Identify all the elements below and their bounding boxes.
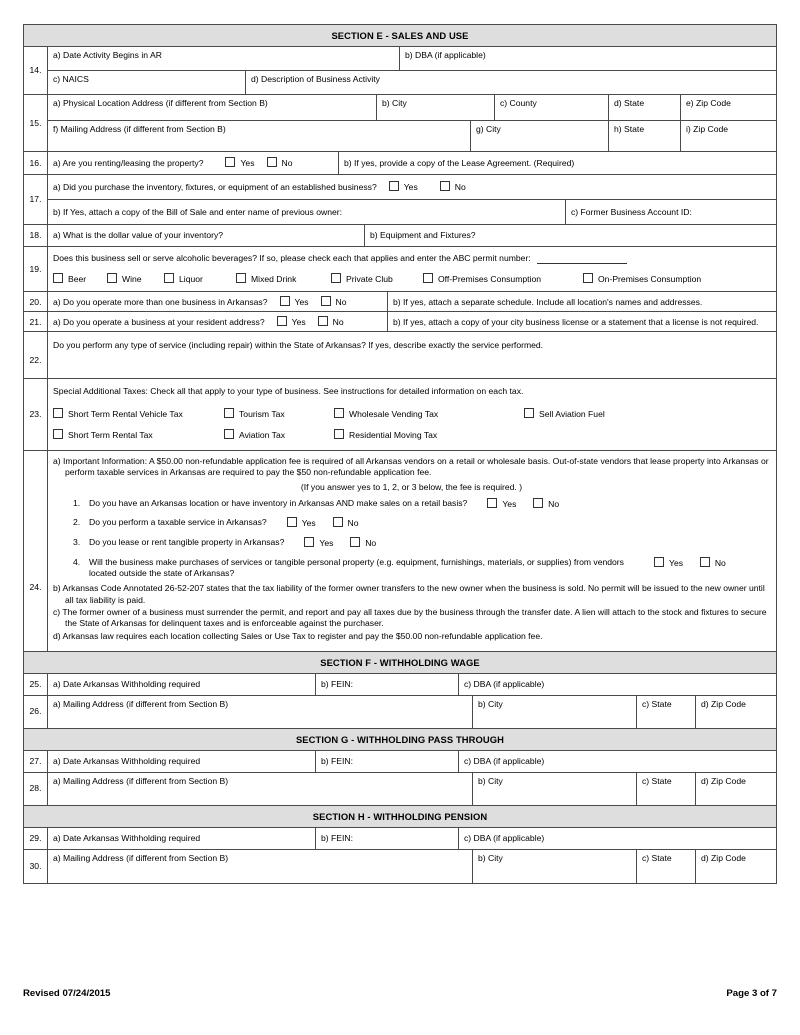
checkbox-square-icon[interactable] bbox=[318, 316, 328, 326]
field-16b-lease-agreement-note: b) If yes, provide a copy of the Lease Agreement. (Required) bbox=[344, 157, 575, 168]
field-15h-state[interactable]: h) State bbox=[609, 121, 681, 151]
field-24-q3-text: Do you lease or rent tangible property in Arkansas? bbox=[89, 537, 285, 548]
section-g-header: SECTION G - WITHHOLDING PASS THROUGH bbox=[24, 729, 776, 751]
field-24-q1-number: 1. bbox=[73, 497, 81, 508]
form-row-29 bbox=[24, 828, 776, 850]
row-number-27: 27. bbox=[24, 751, 48, 772]
checkbox-23-tourism-tax-label: Tourism Tax bbox=[239, 409, 285, 420]
footer-page-number: Page 3 of 7 bbox=[726, 988, 777, 999]
row-number-28: 28. bbox=[24, 773, 48, 805]
checkbox-24-q3-no[interactable] bbox=[350, 537, 376, 549]
row-number-29: 29. bbox=[24, 828, 48, 849]
form-row-14 bbox=[24, 47, 776, 95]
checkbox-square-icon[interactable] bbox=[164, 273, 174, 283]
checkbox-19-private-club[interactable] bbox=[331, 273, 423, 285]
field-17a-label: a) Did you purchase the inventory, fixtures, or equipment of an established business? bbox=[53, 181, 377, 192]
checkbox-square-icon[interactable] bbox=[53, 273, 63, 283]
form-row-26 bbox=[24, 696, 776, 729]
field-24-q4-number: 4. bbox=[73, 556, 81, 567]
checkbox-square-icon[interactable] bbox=[277, 316, 287, 326]
field-24-question-2 bbox=[53, 517, 770, 529]
field-24a-fee-info: a) Important Information: A $50.00 non-refundable application fee is required of all Arkansas vendors on a retail or wholesale basis. Out-of-state vendors that lease property into Arkansas or perform taxable services in Arkansas are required to pay the $50 non-refundable application fee. bbox=[53, 455, 769, 477]
checkbox-square-icon[interactable] bbox=[334, 429, 344, 439]
row-number-22: 22. bbox=[24, 332, 48, 378]
row-number-24: 24. bbox=[24, 451, 48, 651]
field-26a-mailing-address[interactable]: a) Mailing Address (if different from Section B) bbox=[48, 696, 473, 728]
field-20a-label: a) Do you operate more than one business in Arkansas? bbox=[53, 296, 268, 307]
field-24-q4-text: Will the business make purchases of services or tangible personal property (e.g. equipment, furnishings, materials, or supplies) from vendors located outside the state of Arkansas? bbox=[89, 556, 624, 578]
checkbox-19-on-premises-label: On-Premises Consumption bbox=[598, 273, 702, 284]
field-18a-inventory-value[interactable]: a) What is the dollar value of your inventory? bbox=[48, 225, 365, 246]
checkbox-24-q1-no[interactable] bbox=[533, 498, 559, 510]
field-15i-zip-code[interactable]: i) Zip Code bbox=[686, 124, 729, 134]
checkbox-19-private-club-label: Private Club bbox=[346, 273, 393, 284]
row-number-30: 30. bbox=[24, 850, 48, 883]
row-number-20: 20. bbox=[24, 292, 48, 311]
field-14b-dba[interactable]: b) DBA (if applicable) bbox=[405, 50, 486, 60]
checkbox-19-beer[interactable] bbox=[53, 273, 107, 285]
checkbox-20a-no-label: No bbox=[335, 297, 347, 308]
checkbox-19-off-premises[interactable] bbox=[423, 273, 583, 285]
form-row-15 bbox=[24, 95, 776, 152]
field-26d-zip-code[interactable]: d) Zip Code bbox=[701, 698, 746, 709]
checkbox-21a-yes[interactable] bbox=[277, 316, 306, 328]
checkbox-square-icon[interactable] bbox=[53, 429, 63, 439]
checkbox-24-q4-no[interactable] bbox=[700, 557, 726, 569]
row-number-19: 19. bbox=[24, 247, 48, 291]
field-29a-date-withholding-required[interactable]: a) Date Arkansas Withholding required bbox=[48, 828, 316, 849]
field-23-options-row-1 bbox=[53, 408, 771, 420]
checkbox-20a-yes[interactable] bbox=[280, 296, 309, 308]
field-23-prompt: Special Additional Taxes: Check all that apply to your type of business. See instructions for detailed information on each tax. bbox=[53, 386, 524, 397]
form-row-28 bbox=[24, 773, 776, 806]
checkbox-19-mixed-drink-label: Mixed Drink bbox=[251, 273, 297, 284]
field-15b-city[interactable]: b) City bbox=[377, 95, 495, 120]
checkbox-19-liquor-label: Liquor bbox=[179, 273, 203, 284]
checkbox-24-q3-yes[interactable] bbox=[304, 537, 333, 549]
checkbox-23-short-term-rental-tax[interactable] bbox=[53, 429, 224, 441]
field-17a-purchase-inventory bbox=[48, 175, 776, 199]
checkbox-square-icon[interactable] bbox=[331, 273, 341, 283]
checkbox-square-icon[interactable] bbox=[225, 157, 235, 167]
checkbox-21a-yes-label: Yes bbox=[291, 317, 306, 328]
field-29c-dba[interactable]: c) DBA (if applicable) bbox=[464, 832, 545, 843]
field-16a-renting-leasing bbox=[48, 152, 339, 174]
row-number-17: 17. bbox=[24, 175, 48, 224]
field-26b-city[interactable]: b) City bbox=[473, 696, 637, 728]
field-24-q3-number: 3. bbox=[73, 537, 81, 548]
field-14a-date-activity-begins[interactable]: a) Date Activity Begins in AR bbox=[48, 47, 400, 70]
checkbox-square-icon[interactable] bbox=[440, 181, 450, 191]
checkbox-square-icon[interactable] bbox=[304, 537, 314, 547]
checkbox-square-icon[interactable] bbox=[423, 273, 433, 283]
checkbox-19-beer-label: Beer bbox=[68, 273, 87, 284]
checkbox-24-q2-yes-label: Yes bbox=[301, 518, 316, 529]
row-number-23: 23. bbox=[24, 379, 48, 449]
field-15a-physical-location-address[interactable]: a) Physical Location Address (if different from Section B) bbox=[48, 95, 377, 120]
checkbox-21a-no[interactable] bbox=[318, 316, 344, 328]
field-14d-description-business-activity[interactable]: d) Description of Business Activity bbox=[251, 74, 380, 84]
checkbox-23-short-term-rental-vehicle-tax-label: Short Term Rental Vehicle Tax bbox=[68, 409, 183, 420]
field-27b-fein[interactable]: b) FEIN: bbox=[316, 751, 459, 772]
form-row-20 bbox=[24, 292, 776, 312]
row-number-25: 25. bbox=[24, 674, 48, 695]
field-21a-resident-address-business bbox=[48, 312, 388, 331]
field-19-options bbox=[53, 273, 771, 285]
checkbox-square-icon[interactable] bbox=[533, 498, 543, 508]
section-h-header: SECTION H - WITHHOLDING PENSION bbox=[24, 806, 776, 828]
checkbox-square-icon[interactable] bbox=[321, 296, 331, 306]
field-27c-dba[interactable]: c) DBA (if applicable) bbox=[464, 755, 545, 766]
checkbox-17a-no[interactable] bbox=[440, 181, 466, 193]
checkbox-19-wine-label: Wine bbox=[122, 273, 142, 284]
checkbox-square-icon[interactable] bbox=[654, 557, 664, 567]
field-25a-date-withholding-required[interactable]: a) Date Arkansas Withholding required bbox=[48, 674, 316, 695]
checkbox-square-icon[interactable] bbox=[389, 181, 399, 191]
checkbox-19-mixed-drink[interactable] bbox=[236, 273, 331, 285]
checkbox-24-q4-no-label: No bbox=[714, 557, 726, 568]
checkbox-square-icon[interactable] bbox=[487, 498, 497, 508]
checkbox-17a-no-label: No bbox=[454, 182, 466, 193]
form-row-17 bbox=[24, 175, 776, 225]
checkbox-square-icon[interactable] bbox=[224, 408, 234, 418]
row-number-16: 16. bbox=[24, 152, 48, 174]
checkbox-24-q1-yes-label: Yes bbox=[502, 498, 517, 509]
checkbox-20a-no[interactable] bbox=[321, 296, 347, 308]
field-24-q2-number: 2. bbox=[73, 517, 81, 528]
field-24-q2-text: Do you perform a taxable service in Arkansas? bbox=[89, 517, 267, 528]
field-24d-each-location-fee: d) Arkansas law requires each location collecting Sales or Use Tax to register and pay the $50.00 non-refundable application fee. bbox=[53, 631, 543, 642]
field-24-q1-text: Do you have an Arkansas location or have inventory in Arkansas AND make sales on a retail basis? bbox=[89, 497, 468, 508]
field-24-question-4 bbox=[53, 557, 770, 578]
field-26c-state[interactable]: c) State bbox=[637, 696, 696, 728]
field-15e-zip-code[interactable]: e) Zip Code bbox=[686, 98, 731, 108]
field-15c-county[interactable]: c) County bbox=[495, 95, 609, 120]
field-20a-multiple-business bbox=[48, 292, 388, 311]
checkbox-19-on-premises[interactable] bbox=[583, 273, 701, 285]
form-row-19 bbox=[24, 247, 776, 292]
field-23-options-row-2 bbox=[53, 429, 771, 441]
field-15d-state[interactable]: d) State bbox=[609, 95, 681, 120]
abc-permit-number-input[interactable] bbox=[537, 254, 627, 264]
row-number-26: 26. bbox=[24, 696, 48, 728]
form-row-24 bbox=[24, 451, 776, 652]
field-22-service-description[interactable]: Do you perform any type of service (including repair) within the State of Arkansas? If yes, describe exactly the service performed. bbox=[53, 340, 544, 351]
field-30b-city[interactable]: b) City bbox=[473, 850, 637, 883]
field-24c-former-owner-surrender: c) The former owner of a business must surrender the permit, and report and pay all taxes due by the business through the transfer date. A lien will attach to the stock and fixtures to secure the State of Arkansas for delinquent taxes and is enforceable against the purchaser. bbox=[53, 607, 767, 629]
checkbox-24-q4-yes-label: Yes bbox=[669, 557, 684, 568]
field-30c-state[interactable]: c) State bbox=[637, 850, 696, 883]
field-24b-code-annotated: b) Arkansas Code Annotated 26-52-207 states that the tax liability of the former owner transfers to the new owner when the business is sold. No permit will be issued to the new owner until all tax liability is paid. bbox=[53, 583, 765, 605]
field-28d-zip-code[interactable]: d) Zip Code bbox=[701, 775, 746, 786]
field-17b-previous-owner[interactable]: b) If Yes, attach a copy of the Bill of Sale and enter name of previous owner: bbox=[48, 200, 566, 224]
checkbox-square-icon[interactable] bbox=[583, 273, 593, 283]
field-25c-dba[interactable]: c) DBA (if applicable) bbox=[464, 678, 545, 689]
checkbox-16a-yes-label: Yes bbox=[240, 158, 255, 169]
field-29b-fein[interactable]: b) FEIN: bbox=[316, 828, 459, 849]
row-number-18: 18. bbox=[24, 225, 48, 246]
checkbox-24-q2-no[interactable] bbox=[333, 517, 359, 529]
field-19-prompt: Does this business sell or serve alcoholic beverages? If so, please check each that applies and enter the ABC permit number: bbox=[53, 253, 531, 263]
checkbox-square-icon[interactable] bbox=[224, 429, 234, 439]
checkbox-square-icon[interactable] bbox=[334, 408, 344, 418]
field-23-special-taxes bbox=[48, 379, 776, 449]
field-21b-city-license-note: b) If yes, attach a copy of your city business license or a statement that a license is not required. bbox=[393, 316, 759, 327]
checkbox-17a-yes[interactable] bbox=[389, 181, 418, 193]
checkbox-24-q2-yes[interactable] bbox=[287, 517, 316, 529]
row-number-14: 14. bbox=[24, 47, 48, 94]
field-20b-separate-schedule-note: b) If yes, attach a separate schedule. Include all location's names and addresses. bbox=[393, 296, 703, 307]
field-15g-city[interactable]: g) City bbox=[471, 121, 609, 151]
checkbox-23-short-term-rental-tax-label: Short Term Rental Tax bbox=[68, 429, 153, 440]
section-f-header: SECTION F - WITHHOLDING WAGE bbox=[24, 652, 776, 674]
checkbox-19-off-premises-label: Off-Premises Consumption bbox=[438, 273, 542, 284]
field-24-fee-required-note: (If you answer yes to 1, 2, or 3 below, the fee is required. ) bbox=[300, 482, 523, 493]
row-number-21: 21. bbox=[24, 312, 48, 331]
checkbox-square-icon[interactable] bbox=[333, 517, 343, 527]
checkbox-23-aviation-tax[interactable] bbox=[224, 429, 334, 441]
form-row-30 bbox=[24, 850, 776, 883]
checkbox-16a-no[interactable] bbox=[267, 157, 293, 169]
checkbox-23-tourism-tax[interactable] bbox=[224, 408, 334, 420]
checkbox-24-q2-no-label: No bbox=[347, 518, 359, 529]
form-row-18 bbox=[24, 225, 776, 247]
checkbox-square-icon[interactable] bbox=[524, 408, 534, 418]
form-row-27 bbox=[24, 751, 776, 773]
field-21a-label: a) Do you operate a business at your resident address? bbox=[53, 316, 265, 327]
section-e-header: SECTION E - SALES AND USE bbox=[24, 25, 776, 47]
form-row-23 bbox=[24, 379, 776, 450]
checkbox-23-aviation-tax-label: Aviation Tax bbox=[239, 429, 286, 440]
checkbox-24-q1-no-label: No bbox=[548, 498, 560, 509]
field-14c-naics[interactable]: c) NAICS bbox=[48, 71, 246, 94]
checkbox-square-icon[interactable] bbox=[53, 408, 63, 418]
checkbox-24-q3-no-label: No bbox=[365, 538, 377, 549]
checkbox-16a-no-label: No bbox=[281, 158, 293, 169]
form-table bbox=[23, 24, 777, 884]
checkbox-19-liquor[interactable] bbox=[164, 273, 236, 285]
field-15f-mailing-address[interactable]: f) Mailing Address (if different from Section B) bbox=[48, 121, 471, 151]
checkbox-17a-yes-label: Yes bbox=[403, 182, 418, 193]
field-17c-former-business-account-id[interactable]: c) Former Business Account ID: bbox=[571, 206, 692, 217]
form-row-25 bbox=[24, 674, 776, 696]
checkbox-square-icon[interactable] bbox=[236, 273, 246, 283]
checkbox-24-q3-yes-label: Yes bbox=[319, 538, 334, 549]
field-30a-mailing-address[interactable]: a) Mailing Address (if different from Section B) bbox=[48, 850, 473, 883]
checkbox-square-icon[interactable] bbox=[267, 157, 277, 167]
field-19-prompt-line bbox=[53, 253, 771, 264]
form-row-21 bbox=[24, 312, 776, 332]
checkbox-24-q4-yes[interactable] bbox=[654, 557, 683, 569]
checkbox-23-residential-moving-tax[interactable] bbox=[334, 429, 437, 441]
checkbox-23-short-term-rental-vehicle-tax[interactable] bbox=[53, 408, 224, 420]
checkbox-23-wholesale-vending-tax[interactable] bbox=[334, 408, 524, 420]
checkbox-23-residential-moving-tax-label: Residential Moving Tax bbox=[349, 429, 438, 440]
field-28c-state[interactable]: c) State bbox=[637, 773, 696, 805]
checkbox-21a-no-label: No bbox=[332, 317, 344, 328]
checkbox-19-wine[interactable] bbox=[107, 273, 164, 285]
checkbox-20a-yes-label: Yes bbox=[294, 297, 309, 308]
checkbox-square-icon[interactable] bbox=[700, 557, 710, 567]
checkbox-23-sell-aviation-fuel-label: Sell Aviation Fuel bbox=[539, 409, 605, 420]
footer-revision-date: Revised 07/24/2015 bbox=[23, 988, 111, 999]
checkbox-square-icon[interactable] bbox=[280, 296, 290, 306]
field-24-important-information bbox=[48, 451, 776, 651]
field-16a-label: a) Are you renting/leasing the property? bbox=[53, 157, 204, 168]
field-24-question-3 bbox=[53, 537, 770, 549]
form-row-22 bbox=[24, 332, 776, 379]
field-27a-date-withholding-required[interactable]: a) Date Arkansas Withholding required bbox=[48, 751, 316, 772]
checkbox-23-wholesale-vending-tax-label: Wholesale Vending Tax bbox=[349, 409, 439, 420]
field-30d-zip-code[interactable]: d) Zip Code bbox=[701, 852, 746, 863]
field-18b-equipment-fixtures[interactable]: b) Equipment and Fixtures? bbox=[370, 230, 476, 241]
field-24-question-1 bbox=[53, 498, 770, 510]
checkbox-23-sell-aviation-fuel[interactable] bbox=[524, 408, 605, 420]
checkbox-square-icon[interactable] bbox=[287, 517, 297, 527]
checkbox-square-icon[interactable] bbox=[350, 537, 360, 547]
row-number-15: 15. bbox=[24, 95, 48, 151]
field-19-alcohol bbox=[48, 247, 776, 291]
field-28b-city[interactable]: b) City bbox=[473, 773, 637, 805]
checkbox-square-icon[interactable] bbox=[107, 273, 117, 283]
field-28a-mailing-address[interactable]: a) Mailing Address (if different from Section B) bbox=[48, 773, 473, 805]
form-row-16 bbox=[24, 152, 776, 175]
page-footer bbox=[23, 988, 777, 999]
checkbox-24-q1-yes[interactable] bbox=[487, 498, 516, 510]
field-25b-fein[interactable]: b) FEIN: bbox=[316, 674, 459, 695]
checkbox-16a-yes[interactable] bbox=[225, 157, 254, 169]
